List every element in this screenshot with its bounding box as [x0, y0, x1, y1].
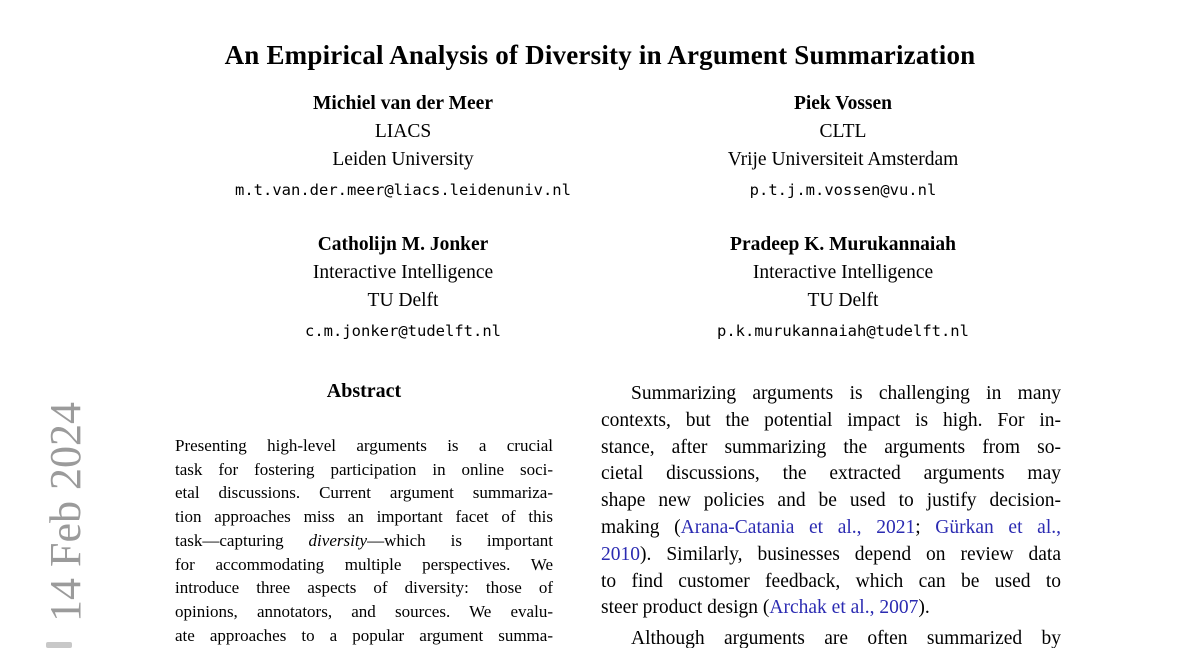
text-line: [601, 569, 1061, 596]
text-segment: making (: [601, 516, 681, 538]
author-block-2: [623, 90, 1063, 203]
emphasis-text: diversity: [308, 530, 368, 550]
arxiv-date-stamp: 14 Feb 2024: [41, 402, 90, 622]
text-segment: ate approaches to a popular argument summa-: [175, 625, 553, 645]
text-segment: etal discussions. Current argument summariza-: [175, 483, 553, 503]
author-email: m.t.van.der.meer@liacs.leidenuniv.nl: [235, 181, 571, 199]
author-block-4: [623, 231, 1063, 344]
intro-paragraph-1: [601, 381, 1061, 622]
right-column: [601, 381, 1061, 648]
author-affiliation: TU Delft: [367, 290, 439, 311]
author-email: c.m.jonker@tudelft.nl: [305, 322, 501, 340]
text-segment: Presenting high-level arguments is a crucial: [175, 436, 553, 455]
text-segment: shape new policies and be used to justify decision-: [601, 490, 1061, 512]
text-line: [601, 435, 1061, 462]
text-line: [601, 381, 1061, 408]
text-segment: opinions, annotators, and sources. We evalu-: [175, 601, 553, 621]
author-block-3: [183, 231, 623, 344]
author-affiliation: Leiden University: [332, 149, 474, 170]
text-line: [175, 553, 553, 577]
author-name: Catholijn M. Jonker: [317, 234, 489, 255]
author-affiliation: TU Delft: [807, 290, 879, 311]
text-segment: ). Similarly, businesses depend on review data: [640, 543, 1061, 565]
text-segment: steer product design (: [601, 597, 770, 619]
text-segment: task for fostering participation in online soci-: [175, 459, 553, 479]
text-line: [601, 542, 1061, 569]
author-name: Pradeep K. Murukannaiah: [730, 234, 956, 255]
text-line: [601, 488, 1061, 515]
text-line: [175, 434, 553, 458]
abstract-heading: Abstract: [326, 380, 402, 402]
text-line: [175, 481, 553, 505]
text-segment: to find customer feedback, which can be used to: [601, 570, 1061, 592]
text-line: [175, 576, 553, 600]
text-line: [601, 626, 1061, 648]
intro-paragraph-2: [601, 626, 1061, 648]
author-affiliation: Interactive Intelligence: [312, 262, 494, 283]
text-line: [175, 505, 553, 529]
text-line: [601, 595, 1061, 622]
text-segment: Summarizing arguments is challenging in many: [631, 383, 1061, 404]
text-line: [175, 600, 553, 624]
text-segment: cietal discussions, the extracted arguments may: [601, 463, 1061, 485]
page-title: An Empirical Analysis of Diversity in Argument Summarization: [224, 40, 976, 70]
text-line: [601, 408, 1061, 435]
author-affiliation: Vrije Universiteit Amsterdam: [727, 149, 959, 170]
text-line: [601, 515, 1061, 542]
text-segment: —which is important: [367, 530, 553, 550]
text-segment: tion approaches miss an important facet of this: [175, 507, 553, 527]
text-segment: stance, after summarizing the arguments from so-: [601, 436, 1061, 458]
text-segment: Although arguments are often summarized by: [631, 628, 1061, 648]
citation-link[interactable]: 2010: [601, 543, 640, 565]
text-line: [175, 458, 553, 482]
text-segment: contexts, but the potential impact is high. For in-: [601, 409, 1061, 431]
author-email: p.k.murukannaiah@tudelft.nl: [717, 322, 969, 340]
text-segment: for accommodating multiple perspectives. We: [175, 554, 553, 574]
author-block-1: [183, 90, 623, 203]
text-line: [601, 461, 1061, 488]
arxiv-stamp-clipped-fragment: [46, 642, 72, 648]
citation-link[interactable]: Arana-Catania et al., 2021: [680, 516, 916, 538]
text-segment: introduce three aspects of diversity: those of: [175, 578, 553, 598]
abstract-body: [175, 434, 553, 647]
text-segment: task—capturing: [175, 530, 309, 550]
author-email: p.t.j.m.vossen@vu.nl: [749, 181, 937, 199]
author-affiliation: CLTL: [819, 121, 867, 142]
text-segment: ;: [915, 516, 936, 538]
text-line: [175, 529, 553, 553]
author-affiliation: LIACS: [374, 121, 432, 142]
author-affiliation: Interactive Intelligence: [752, 262, 934, 283]
author-name: Piek Vossen: [793, 93, 893, 114]
author-name: Michiel van der Meer: [313, 93, 493, 114]
citation-link[interactable]: Gürkan et al.,: [935, 516, 1061, 538]
text-segment: ).: [918, 597, 930, 619]
text-line: [175, 624, 553, 648]
citation-link[interactable]: Archak et al., 2007: [769, 597, 919, 619]
